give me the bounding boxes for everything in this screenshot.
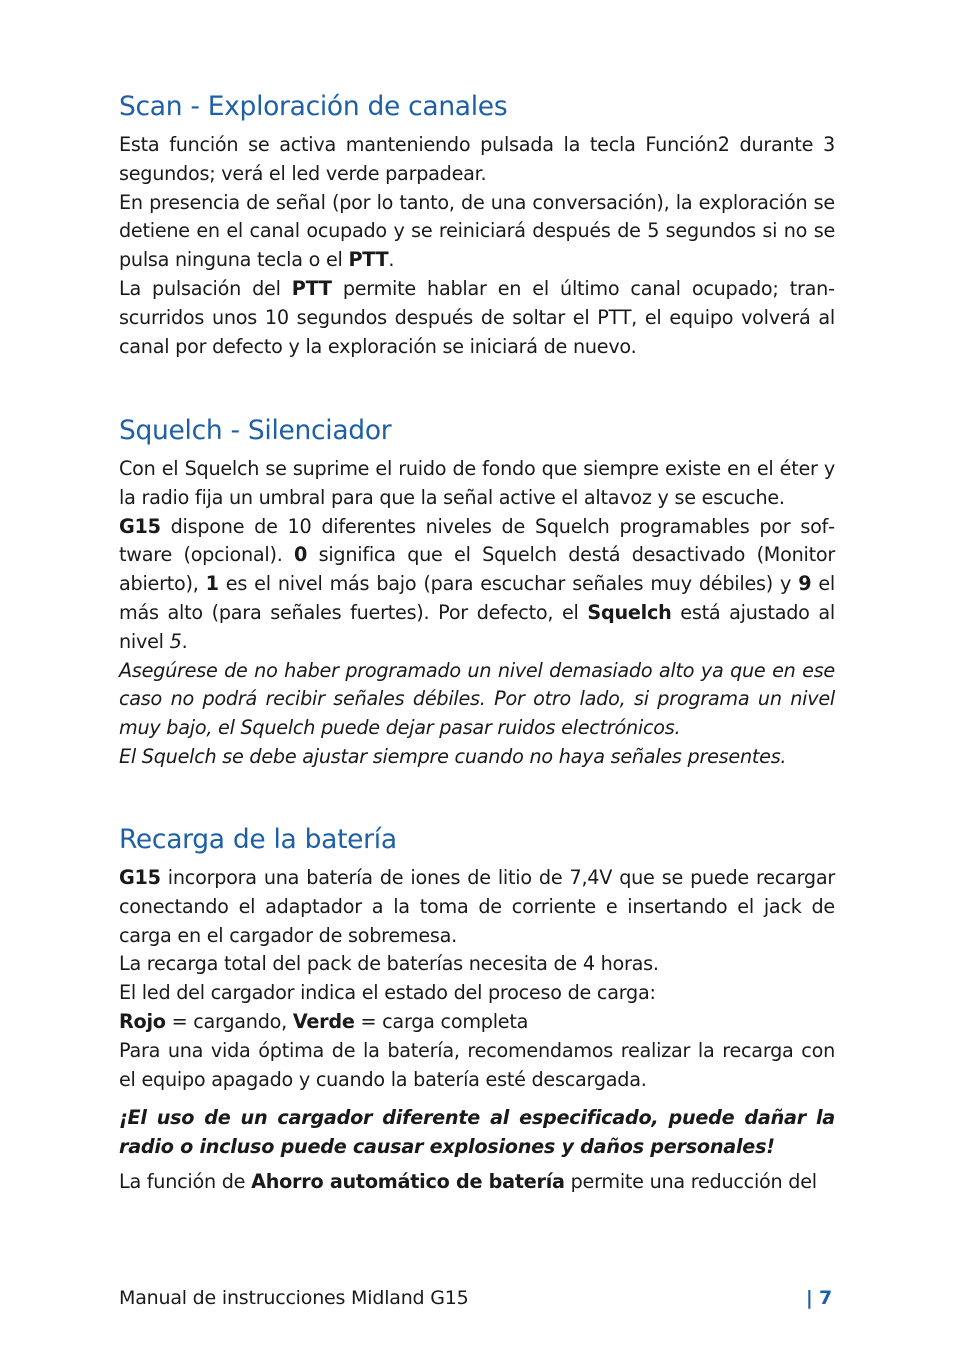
squelch-paragraph-2: G15 dispone de 10 diferentes niveles de Squelch programables por software (opcional). 0 significa que el Squelch destá desactivado (Monitor abierto), 1 es el nivel más bajo (para escuchar señales muy débiles) y 9 el más alto (para señales fuertes). Por defecto, el Squelch está ajustado al nivel 5. bbox=[119, 514, 836, 653]
scan-paragraph-3: La pulsación del PTT permite hablar en el último canal ocupado; transcurridos unos 10 segundos después de soltar el PTT, el equipo volverá al canal por defecto y la exploración se iniciará de nuevo. bbox=[119, 276, 835, 358]
battery-paragraph-1: G15 incorpora una batería de iones de litio de 7,4V que se puede recargar conectando el adaptador a la toma de corriente e insertando el jack de carga en el cargador de sobremesa. bbox=[119, 866, 835, 947]
battery-paragraph-4: Rojo = cargando, Verde = carga completa bbox=[119, 1009, 529, 1033]
page-footer bbox=[119, 1283, 835, 1313]
battery-paragraph-3: El led del cargador indica el estado del proceso de carga: bbox=[119, 981, 656, 1005]
battery-paragraph-5: Para una vida óptima de la batería, recomendamos realizar la recarga con el equipo apagado y cuando la batería esté descargada. bbox=[119, 1038, 835, 1091]
section-battery bbox=[119, 820, 835, 1197]
scan-paragraph-2: En presencia de señal (por lo tanto, de una conversación), la exploración se detiene en el canal ocupado y se reiniciará después de 5 segundos si no se pulsa ninguna tecla o el PTT. bbox=[119, 190, 835, 272]
battery-paragraph-6: La función de Ahorro automático de batería permite una reducción del bbox=[119, 1169, 817, 1193]
section-scan bbox=[119, 87, 835, 361]
footer-manual-title: Manual de instrucciones Midland G15 bbox=[119, 1287, 469, 1309]
squelch-note-1: Asegúrese de no haber programado un nivel demasiado alto ya que en ese caso no podrá recibir señales débiles. Por otro lado, si programa un nivel muy bajo, el Squelch puede dejar pasar ruidos electrónicos. bbox=[119, 658, 835, 740]
squelch-paragraph-1: Con el Squelch se suprime el ruido de fondo que siempre existe en el éter y la radio fija un umbral para que la señal active el altavoz y se escuche. bbox=[119, 457, 835, 509]
footer-page-number: | 7 bbox=[805, 1287, 832, 1309]
battery-warning: ¡El uso de un cargador diferente al especificado, puede dañar la radio o incluso puede causar explosiones y daños personales! bbox=[119, 1106, 835, 1159]
scan-paragraph-1: Esta función se activa manteniendo pulsada la tecla Función2 durante 3 segundos; verá el led verde parpadear. bbox=[119, 133, 835, 185]
section-squelch bbox=[119, 411, 835, 772]
squelch-note-2: El Squelch se debe ajustar siempre cuando no haya señales presentes. bbox=[119, 744, 787, 768]
squelch-heading: Squelch - Silenciador bbox=[119, 415, 392, 446]
battery-paragraph-2: La recarga total del pack de baterías necesita de 4 horas. bbox=[119, 952, 659, 976]
battery-heading: Recarga de la batería bbox=[119, 824, 397, 855]
scan-heading: Scan - Exploración de canales bbox=[119, 91, 508, 122]
ptt-label: PTT bbox=[348, 248, 389, 272]
ptt-label: PTT bbox=[291, 276, 332, 300]
